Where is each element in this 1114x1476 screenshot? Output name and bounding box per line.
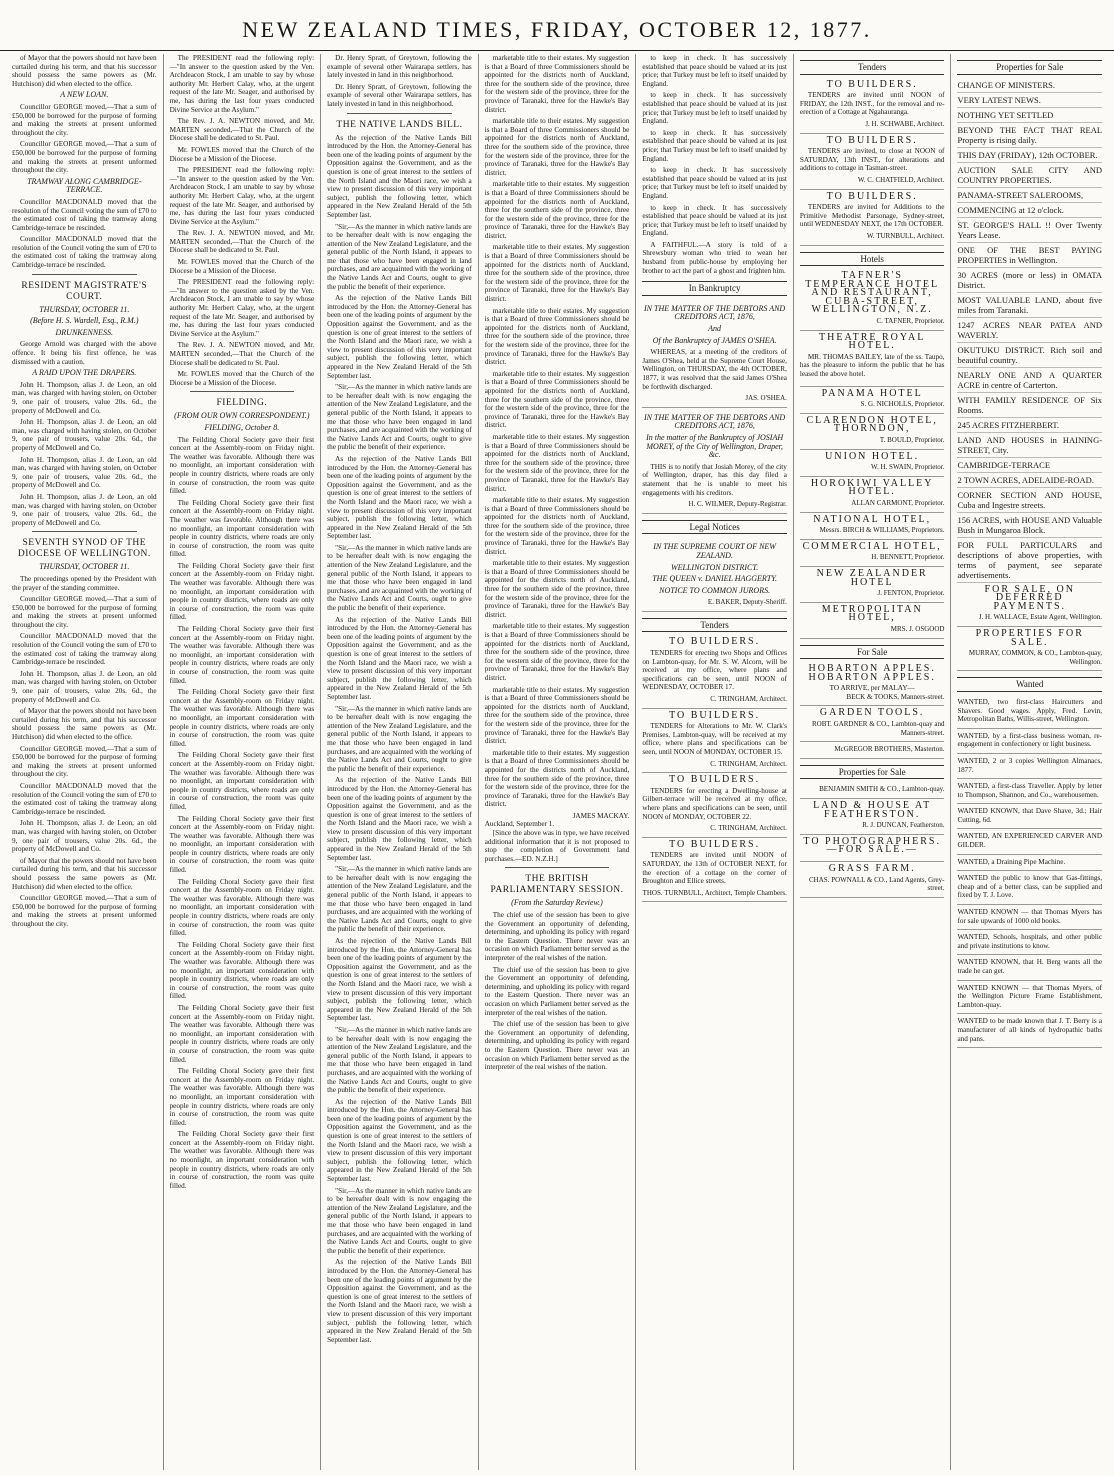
article-byline: (FROM OUR OWN CORRESPONDENT.) <box>174 411 310 421</box>
article-text: As the rejection of the Native Lands Bill introduced by the Hon. the Attorney-General has been one of the leading points of argument by the Opposition against the Government, and as the question is one of great interest to the settlers of the North Island and the Maori race, we wish a view to present discussion of this very important subject, publish the following letter, which appeared in the New Zealand Herald of the 5th September last. <box>327 133 472 219</box>
hotel-ad <box>800 513 945 540</box>
divider <box>190 391 295 392</box>
article-text: The chief use of the session has been to give the Government an opportunity of defending, determining, and upholding its policy with regard to the Eastern Question. There never was an occasion on which Parliament better served as the interpreter of the real wishes of the nation. <box>484 965 630 1017</box>
subheading: A RAID UPON THE DRAPERS. <box>32 368 137 378</box>
wanted-ad: WANTED, by a first-class business woman, re-engagement in confectionery or light business. <box>957 729 1102 754</box>
ad-text: MR. THOMAS BAILEY, late of the ss. Taupo, has the pleasure to inform the public that he has leased the above hotel. <box>799 352 945 379</box>
article-text: The Feilding Choral Society gave their first concert at the Assembly-room on Friday night. The weather was favorable. Although there was no moonlight, an important consideration with people in country districts, where roads are only in course of construction, the room was quite filled. <box>169 561 315 622</box>
ad-text: TENDERS are invited until NOON of FRIDAY, the 12th INST., for the removal and re-erection of a Cottage at Ngahauranga. <box>799 91 945 117</box>
article-text: "Sir,—As the manner in which native lands are to be hereafter dealt with is now engaging the attention of the New Zealand Legislature, and the general public of the North Island, it appears to me that those who have been engaged in land purchases, and are acquainted with the working of the Native Lands Act and Courts, ought to give the public the benefit of their experience. <box>327 1186 472 1255</box>
column-7 <box>951 54 1108 1470</box>
ad-signature: H. BENNETT, Proprietor. <box>871 553 945 562</box>
article-text: marketable title to their estates. My suggestion is that a Board of three Commissioners should be appointed for the districts north of Auckland, three for the southern side of the province, three for the western side of the province, three for the province of Taranaki, three for the Hawke's Bay district. <box>484 432 630 493</box>
article-text: The Feilding Choral Society gave their first concert at the Assembly-room on Friday night. The weather was favorable. Although there was no moonlight, an important consideration with people in country districts, where roads are only in course of construction, the room was quite filled. <box>169 1067 315 1127</box>
article-text: to keep in check. It has successively established that peace should be valued at its just price; that Turkey must be left to itself unaided by England. <box>642 128 787 163</box>
hotel-ad <box>800 540 945 567</box>
property-listing: FOR FULL PARTICULARS and descriptions of above properties, with terms of payment, see separate advertisements. <box>957 538 1102 583</box>
article-text: to keep in check. It has successively established that peace should be valued at its just price; that Turkey must be left to itself unaided by England. <box>642 91 787 126</box>
ad-signature: CHAS. POWNALL & CO., Land Agents, Grey-street. <box>809 875 945 893</box>
tender-text: TENDERS for erecting two Shops and Offices on Lambton-quay, for Mr. S. W. Alcorn, will be received at my office, where plans and specifications can be seen, until NOON of WEDNESDAY, OCTOBER 17. <box>642 649 787 692</box>
property-listing: WITH FAMILY RESIDENCE OF Six Rooms. <box>957 393 1102 418</box>
ad-heading: TO BUILDERS. <box>826 78 918 90</box>
property-list <box>957 78 1102 583</box>
property-listing: LAND AND HOUSES in HAINING-STREET, City. <box>957 433 1102 458</box>
article-text: marketable title to their estates. My suggestion is that a Board of three Commissioners should be appointed for the districts north of Auckland, three for the southern side of the province, three for the western side of the province, three for the province of Taranaki, three for the Hawke's Bay district. <box>484 559 630 619</box>
sale-ad <box>800 662 945 706</box>
article-text: marketable title to their estates. My suggestion is that a Board of three Commissioners should be appointed for the districts north of Auckland, three for the southern side of the province, three for the western side of the province, three for the province of Taranaki, three for the Hawke's Bay district. <box>484 369 630 430</box>
signature: JAMES MACKAY. <box>572 811 630 820</box>
article-text: John H. Thompson, alias J. de Leon, an old man, was charged with having stolen, on October 9, one pair of trousers, value 20s. 6d., the property of McDowell and Co. <box>12 669 157 704</box>
ad-heading: TAFNER'S TEMPERANCE HOTEL AND RESTAURANT, CUBA-STREET, WELLINGTON, N.Z. <box>805 270 940 316</box>
ad-subheading: TO ARRIVE, per MALAY— <box>829 684 915 693</box>
article-text: The Feilding Choral Society gave their first concert at the Assembly-room on Friday night. The weather was favorable. Although there was no moonlight, an important consideration with people in country districts, where roads are only in course of construction, the room was quite filled. <box>169 1003 315 1064</box>
article-title: THE NATIVE LANDS BILL. <box>336 119 463 130</box>
ad-signature: McGREGOR BROTHERS, Masterton. <box>834 745 945 754</box>
ad-signature: ALLAN CARMONT, Proprietor. <box>851 498 945 507</box>
article-text: marketable title to their estates. My suggestion is that a Board of three Commissioners should be appointed for the districts north of Auckland, three for the southern side of the province, three for the western side of the province, three for the province of Taranaki, three for the Hawke's Bay district. <box>484 748 630 809</box>
article-text: marketable title to their estates. My suggestion is that a Board of three Commissioners should be appointed for the districts north of Auckland, three for the southern side of the province, three for the western side of the province, three for the province of Taranaki, three for the Hawke's Bay district. <box>484 496 630 556</box>
ad-heading: UNION HOTEL. <box>825 450 920 462</box>
property-listing: MOST VALUABLE LAND, about five miles from Taranaki. <box>957 293 1102 318</box>
section-title-wanted: Wanted <box>957 677 1102 692</box>
article-text: The Feilding Choral Society gave their first concert at the Assembly-room on Friday night. The weather was favorable. Although there was no moonlight, an important consideration with people in country districts, where roads are only in course of construction, the room was quite filled. <box>169 877 315 938</box>
tender-ad: TO BUILDERS. TENDERS for erecting a Dwelling-house at Gilbert-terrace will be received at my office, where plans and specifications can be seen, until NOON of MONDAY, OCTOBER 22. C. TRINGHAM, Architect. <box>642 773 787 838</box>
ad-signature: BENJAMIN SMITH & CO., Lambton-quay. <box>819 785 945 794</box>
article-text: "Sir,—As the manner in which native lands are to be hereafter dealt with is now engaging the attention of the New Zealand Legislature, and the general public of the North Island, it appears to me that those who have been engaged in land purchases, and are acquainted with the working of the Native Lands Act and Courts, ought to give the public the benefit of their experience. <box>327 865 472 934</box>
notice-signature: E. BAKER, Deputy-Sheriff. <box>707 598 787 607</box>
tender-ad: TO BUILDERS. TENDERS for Alterations to Mr. W. Clark's Premises, Lambton-quay, will be received at my office, where plans and specifications can be seen, until NOON of MONDAY, OCTOBER 15. C. TRINGHAM, Architect. <box>642 709 787 774</box>
tender-ad: TO BUILDERS. TENDERS for erecting two Shops and Offices on Lambton-quay, for Mr. S. W. Alcorn, will be received at my office, where plans and specifications can be seen, until NOON of WEDNESDAY, OCTOBER 17. C. TRINGHAM, Architect. <box>642 635 787 708</box>
article-text: The Feilding Choral Society gave their first concert at the Assembly-room on Friday night. The weather was favorable. Although there was no moonlight, an important consideration with people in country districts, where roads are only in course of construction, the room was quite filled. <box>169 940 315 1001</box>
article-text: "Sir,—As the manner in which native lands are to be hereafter dealt with is now engaging the attention of the New Zealand Legislature, and the general public of the North Island, it appears to me that those who have been engaged in land purchases, and are acquainted with the working of the Native Lands Act and Courts, ought to give the public the benefit of their experience. <box>327 704 472 773</box>
masthead <box>0 10 1114 51</box>
property-listing: AUCTION SALE CITY AND COUNTRY PROPERTIES. <box>957 163 1102 188</box>
article-text: marketable title to their estates. My suggestion is that a Board of three Commissioners should be appointed for the districts north of Auckland, three for the southern side of the province, three for the western side of the province, three for the province of Taranaki, three for the Hawke's Bay district. <box>484 685 630 746</box>
sale-ad <box>957 583 1102 627</box>
article-text: The PRESIDENT read the following reply:—"In answer to the question asked by the Ven. Archdeacon Stock, I am unable to say by whose authority Mr. Herbert Calay, who, at the urgent request of the late Mr. Seager, and authorised by me, has during the last four years conducted Divine Service at the Asylum." <box>169 278 315 338</box>
property-listing: NOTHING YET SETTLED <box>957 108 1102 123</box>
article-text: to keep in check. It has successively established that peace should be valued at its just price; that Turkey must be left to itself unaided by England. <box>642 203 787 238</box>
sale-ad <box>957 627 1102 671</box>
article-date: THURSDAY, OCTOBER 11. <box>39 304 130 314</box>
column-1 <box>6 54 164 1470</box>
property-listing: ONE OF THE BEST PAYING PROPERTIES in Wellington. <box>957 243 1102 268</box>
wanted-ad: WANTED KNOWN, that Dave Shave, 3d.; Hair Cutting, 6d. <box>957 804 1102 829</box>
column-2 <box>164 54 322 1470</box>
section-title-hotels: Hotels <box>800 252 945 267</box>
notice-text: WHEREAS, at a meeting of the creditors of James O'Shea, held at the Supreme Court House, Wellington, on THURSDAY, the 4th OCTOBER, 1877, it was resolved that the said James O'Shea be forthwith discharged. <box>642 348 787 391</box>
property-listing: COMMENCING at 12 o'clock. <box>957 203 1102 218</box>
property-ad <box>800 835 945 862</box>
article-title: SEVENTH SYNOD OF THE DIOCESE OF WELLINGTON. <box>17 538 151 560</box>
subheading: TRAMWAY ALONG CAMBRIDGE-TERRACE. <box>27 176 142 195</box>
divider <box>32 274 137 275</box>
dateline: Auckland, September 1. <box>484 820 555 829</box>
hotel-ad <box>800 414 945 450</box>
property-listing: CHANGE OF MINISTERS. <box>957 78 1102 93</box>
property-listing: BEYOND THE FACT THAT REAL Property is rising daily. <box>957 123 1102 148</box>
article-text: The proceedings opened by the President with the prayer of the standing committee. <box>12 574 157 592</box>
article-text: Councillor GEORGE moved,—That a sum of £50,000 be borrowed for the purpose of forming and making the streets at present unformed throughout the city. <box>12 894 157 928</box>
property-listing: THIS DAY (FRIDAY), 12th OCTOBER. <box>957 148 1102 163</box>
property-listing: CAMBRIDGE-TERRACE <box>957 458 1102 473</box>
column-5 <box>636 54 794 1470</box>
wanted-ad: WANTED, 2 or 3 copies Wellington Almanacs, 1877. <box>957 754 1102 779</box>
ad-heading: TO BUILDERS. <box>826 134 918 146</box>
article-text: of Mayor that the powers should not have been curtailed during his term, and that his successor should possess the same powers as (Mr. Hutchison) did when elected to the office. <box>12 54 157 88</box>
wanted-ad: WANTED, AN EXPERIENCED CARVER AND GILDER. <box>957 829 1102 854</box>
article-text: The Rev. J. A. NEWTON moved, and Mr. MARTEN seconded,—That the Church of the Diocese shall be dedicated to St. Paul. <box>169 341 315 367</box>
article-text: The Rev. J. A. NEWTON moved, and Mr. MARTEN seconded,—That the Church of the Diocese shall be dedicated to St. Paul. <box>169 117 315 143</box>
article-text: Councillor MACDONALD moved that the resolution of the Council voting the sum of £70 to the estimated cost of taking the tramway along Cambridge-terrace be rescinded. <box>12 781 157 816</box>
sale-ad <box>800 706 945 742</box>
ad-heading: THEATRE ROYAL HOTEL. <box>819 331 926 352</box>
hotel-ad <box>800 331 945 387</box>
column-6 <box>794 54 952 1470</box>
sale-ad <box>800 742 945 759</box>
article-text: "Sir,—As the manner in which native lands are to be hereafter dealt with is now engaging the attention of the New Zealand Legislature, and the general public of the North Island, it appears to me that those who have been engaged in land purchases, and are acquainted with the working of the Native Lands Act and Courts, ought to give the public the benefit of their experience. <box>327 1025 472 1095</box>
section-title-tenders: Tenders <box>800 60 945 75</box>
hotel-ad <box>800 567 945 603</box>
article-byline: (From the Saturday Review.) <box>511 898 603 908</box>
wanted-ad: WANTED to be made known that J. T. Berry is a manufacturer of all kinds of hydropathic baths and pans. <box>957 1014 1102 1048</box>
property-listing: 30 ACRES (more or less) in OMATA District. <box>957 268 1102 293</box>
article-text: Dr. Henry Spratt, of Greytown, following the example of several other Wairarapa settlers, has lately invested in land in this neighborhood. <box>327 54 472 80</box>
property-listing: PANAMA-STREET SALEROOMS, <box>957 188 1102 203</box>
ad-text: TENDERS are invited for Additions to the Primitive Methodist Parsonage, Sydney-street, until WEDNESDAY NEXT, the 17th OCTOBER. <box>799 203 945 229</box>
ad-signature: J. H. SCHWABE, Architect. <box>865 119 945 128</box>
article-text: Councillor GEORGE moved,—That a sum of £50,000 be borrowed for the purpose of forming and making the streets at present unformed throughout the city. <box>12 595 157 629</box>
article-text: Dr. Henry Spratt, of Greytown, following the example of several other Wairarapa settlers, has lately invested in land in this neighborhood. <box>327 82 472 108</box>
hotel-ad <box>800 603 945 639</box>
article-text: The Feilding Choral Society gave their first concert at the Assembly-room on Friday night. The weather was favorable. Although there was no moonlight, an important consideration with people in country districts, where roads are only in course of construction, the room was quite filled. <box>169 814 315 875</box>
ad-heading: COMMERCIAL HOTEL, <box>802 540 942 552</box>
section-title-for-sale: For Sale <box>800 645 945 660</box>
ad-signature: MURRAY, COMMON, & CO., Lambton-quay, Wellington. <box>968 649 1103 666</box>
ad-signature: W. C. CHATFIELD, Architect. <box>857 175 945 184</box>
section-title-properties: Properties for Sale <box>957 60 1102 75</box>
article-text: The Feilding Choral Society gave their first concert at the Assembly-room on Friday night. The weather was favorable. Although there was no moonlight, an important consideration with people in country districts, where roads are only in course of construction, the room was quite filled. <box>169 751 315 811</box>
ad-heading: METROPOLITAN HOTEL, <box>821 603 923 624</box>
article-date: THURSDAY, OCTOBER 11. <box>39 562 130 572</box>
article-text: marketable title to their estates. My suggestion is that a Board of three Commissioners should be appointed for the districts north of Auckland, three for the southern side of the province, three for the western side of the province, three for the province of Taranaki, three for the Hawke's Bay district. <box>484 54 630 114</box>
tender-ad: TO BUILDERS. TENDERS are invited until NOON of SATURDAY, the 13th of OCTOBER NEXT, for the erection of a cottage on the corner of Broughton and Ellice streets. THOS. TURNBULL, Architect, Temple Chambers. <box>642 838 787 903</box>
masthead-title: NEW ZEALAND TIMES, FRIDAY, OCTOBER 12, 1877. <box>242 17 872 42</box>
article-text: The chief use of the session has been to give the Government an opportunity of defending, determining, and upholding its policy with regard to the Eastern Question. There never was an occasion on which Parliament better served as the interpreter of the real wishes of the nation. <box>484 1020 630 1072</box>
article-text: Mr. FOWLES moved that the Church of the Diocese be a Mission of the Diocese. <box>169 370 315 387</box>
article-title: RESIDENT MAGISTRATE'S COURT. <box>21 280 148 302</box>
article-text: Mr. FOWLES moved that the Church of the Diocese be a Mission of the Diocese. <box>169 145 315 163</box>
property-listing: VERY LATEST NEWS. <box>957 93 1102 108</box>
wanted-list <box>957 695 1102 1048</box>
article-text: John H. Thompson, alias J. de Leon, an old man, was charged with having stolen, on October 9, one pair of trousers, value 20s. 6d., the property of McDowell and Co. <box>12 819 157 854</box>
article-title: THE BRITISH PARLIAMENTARY SESSION. <box>490 874 624 896</box>
tender-signature: C. TRINGHAM, Architect. <box>710 695 787 704</box>
article-text: of Mayor that the powers should not have been curtailed during his term, and that his successor should possess the same powers as (Mr. Hutchison) did when elected to the office. <box>12 856 157 891</box>
article-text: marketable title to their estates. My suggestion is that a Board of three Commissioners should be appointed for the districts north of Auckland, three for the southern side of the province, three for the western side of the province, three for the province of Taranaki, three for the Hawke's Bay district. <box>484 306 630 367</box>
tender-text: TENDERS are invited until NOON of SATURDAY, the 13th of OCTOBER NEXT, for the erection of a cottage on the corner of Broughton and Ellice streets. <box>642 851 787 886</box>
ad-heading: PANAMA HOTEL <box>821 387 923 399</box>
article-text: "Sir,—As the manner in which native lands are to be hereafter dealt with is now engaging the attention of the New Zealand Legislature, and the general public of the North Island, it appears to me that those who have been engaged in land purchases, and are acquainted with the working of the Native Lands Act and Courts, ought to give the public the benefit of their experience. <box>327 543 472 613</box>
ad-signature: J. H. WALLACE, Estate Agent, Wellington. <box>978 613 1103 622</box>
article-text: Councillor GEORGE moved,—That a sum of £50,000 be borrowed for the purpose of forming and making the streets at present unformed throughout the city. <box>12 140 157 175</box>
notice-case: THE QUEEN v. DANIEL HAGGERTY. <box>652 574 777 584</box>
wanted-ad: WANTED the public to know that Gas-fittings, cheap and of a better class, can be supplied and fixed by T. J. Love. <box>957 871 1102 905</box>
notice-heading: IN THE SUPREME COURT OF NEW ZEALAND. <box>653 542 776 560</box>
wanted-ad: WANTED, a first-class Traveller. Apply by letter to Thompson, Shannon, and Co., warehousemen. <box>957 779 1102 804</box>
hotel-ad <box>800 450 945 477</box>
article-text: George Arnold was charged with the above offence. It being his first offence, he was dismissed with a caution. <box>12 340 157 366</box>
divider <box>505 867 610 868</box>
article-text: As the rejection of the Native Lands Bill introduced by the Hon. the Attorney-General has been one of the leading points of argument by the Opposition against the Government, and as the question is one of great interest to the settlers of the North Island and the Maori race, we wish a view to present discussion of this very important subject, publish the following letter, which appeared in the New Zealand Herald of the 5th September last. <box>327 776 472 862</box>
article-text: marketable title to their estates. My suggestion is that a Board of three Commissioners should be appointed for the districts north of Auckland, three for the southern side of the province, three for the western side of the province, three for the province of Taranaki, three for the Hawke's Bay district. <box>484 243 630 304</box>
property-listing: 1247 ACRES NEAR PATEA AND WAVERLY. <box>957 318 1102 343</box>
article-byline: (Before H. S. Wardell, Esq., R.M.) <box>30 316 139 326</box>
article-text: Councillor MACDONALD moved that the resolution of the Council voting the sum of £70 to the estimated cost of taking the tramway along Cambridge-terrace be rescinded. <box>12 632 157 667</box>
tender-signature: C. TRINGHAM, Architect. <box>710 759 787 768</box>
notice-and: And <box>708 324 722 334</box>
article-text: John H. Thompson, alias J. de Leon, an old man, was charged with having stolen, on October 9, one pair of trousers, value 20s. 6d., the property of McDowell and Co. <box>12 380 157 415</box>
article-text: As the rejection of the Native Lands Bill introduced by the Hon. the Attorney-General has been one of the leading points of argument by the Opposition against the Government, and as the question is one of great interest to the settlers of the North Island and the Maori race, we wish a view to present discussion of this very important subject, publish the following letter, which appeared in the New Zealand Herald of the 5th September last. <box>327 937 472 1023</box>
article-text: of Mayor that the powers should not have been curtailed during his term, and that his successor should possess the same powers as (Mr. Hutchison) did when elected to the office. <box>12 707 157 741</box>
ad-signature: S. G. NICHOLLS, Proprietor. <box>860 400 945 409</box>
ad-heading: NATIONAL HOTEL, <box>813 513 932 525</box>
section-title-tenders: Tenders <box>642 618 787 633</box>
notice-heading: IN THE MATTER OF THE DEBTORS AND CREDITORS ACT, 1876, <box>644 412 786 431</box>
property-listing: 156 ACRES, with HOUSE AND Valuable Bush in Mungaroa Block. <box>957 513 1102 538</box>
article-text: "Sir,—As the manner in which native lands are to be hereafter dealt with is now engaging the attention of the New Zealand Legislature, and the general public of the North Island, it appears to me that those who have been engaged in land purchases, and are acquainted with the working of the Native Lands Act and Courts, ought to give the public the benefit of their experience. <box>327 383 472 452</box>
article-text: Councillor MACDONALD moved that the resolution of the Council voting the sum of £70 to the estimated cost of taking the tramway along Cambridge-terrace be rescinded. <box>12 235 157 270</box>
article-text: The Feilding Choral Society gave their first concert at the Assembly-room on Friday night. The weather was favorable. Although there was no moonlight, an important consideration with people in country districts, where roads are only in course of construction, the room was quite filled. <box>169 688 315 748</box>
ad-signature: BECK & TOOKS, Manners-street. <box>846 692 945 701</box>
section-title-properties: Properties for Sale <box>800 765 945 780</box>
ad-heading: PROPERTIES FOR SALE. <box>975 627 1084 648</box>
subheading: A NEW LOAN. <box>60 90 109 100</box>
article-text: John H. Thompson, alias J. de Leon, an old man, was charged with having stolen, on October 9, one pair of trousers, value 20s. 6d., the property of McDowell and Co. <box>12 455 157 490</box>
tender-signature: C. TRINGHAM, Architect. <box>710 824 787 833</box>
notice-signature: H. C. WILMER, Deputy-Registrar. <box>688 500 787 509</box>
ad-signature: W. TURNBULL, Architect. <box>866 231 945 240</box>
divider <box>347 113 452 114</box>
article-text: As the rejection of the Native Lands Bill introduced by the Hon. the Attorney-General has been one of the leading points of argument by the Opposition against the Government, and as the question is one of great interest to the settlers of the North Island and the Maori race, we wish a view to present discussion of this very important subject, publish the following letter, which appeared in the New Zealand Herald of the 5th September last. <box>327 454 472 541</box>
legal-notice <box>642 537 787 612</box>
property-ad <box>800 782 945 799</box>
tender-ad <box>800 78 945 134</box>
property-listing: OKUTUKU DISTRICT. Rich soil and beautiful country. <box>957 343 1102 368</box>
article-text: John H. Thompson, alias J. de Leon, an old man, was charged with having stolen, on October 9, one pair of trousers, value 20s. 6d., the property of McDowell and Co. <box>12 418 157 452</box>
ad-heading: FOR SALE, ON DEFERRED PAYMENTS. <box>984 583 1075 612</box>
property-listing: CORNER SECTION AND HOUSE, Cuba and Ingestre streets. <box>957 488 1102 513</box>
wanted-ad: WANTED, Schools, hospitals, and other public and private institutions to know. <box>957 930 1102 955</box>
ad-heading: NEW ZEALANDER HOTEL <box>816 567 928 588</box>
article-text: As the rejection of the Native Lands Bill introduced by the Hon. the Attorney-General has been one of the leading points of argument by the Opposition against the Government, and as the question is one of great interest to the settlers of the North Island and the Maori race, we wish a view to present discussion of this very important subject, publish the following letter, which appeared in the New Zealand Herald of the 5th September last. <box>327 294 472 380</box>
notice-name: In the matter of the Bankruptcy of JOSIAH MOREY, of the City of Wellington, Draper, &c. <box>646 432 784 460</box>
article-text: As the rejection of the Native Lands Bill introduced by the Hon. the Attorney-General has been one of the leading points of argument by the Opposition against the Government, and as the question is one of great interest to the settlers of the North Island and the Maori race, we wish a view to present discussion of this very important subject, publish the following letter, which appeared in the New Zealand Herald of the 5th September last. <box>327 615 472 701</box>
article-title: FIELDING. <box>216 398 268 409</box>
article-text: The PRESIDENT read the following reply:—"In answer to the question asked by the Ven. Archdeacon Stock, I am unable to say by whose authority Mr. Herbert Calay, who, at the urgent request of the late Mr. Seager, and authorised by me, has during the last four years conducted Divine Service at the Asylum." <box>169 54 315 114</box>
article-text: John H. Thompson, alias J. de Leon, an old man, was charged with having stolen, on October 9, one pair of trousers, value 20s. 6d., the property of McDowell and Co. <box>12 492 157 527</box>
notice-heading: IN THE MATTER OF THE DEBTORS AND CREDITORS ACT, 1876, <box>644 303 786 322</box>
tender-signature: THOS. TURNBULL, Architect, Temple Chambers. <box>642 888 787 897</box>
ad-signature: R. J. DUNCAN, Featherston. <box>862 821 945 830</box>
section-title-legal: Legal Notices <box>642 520 787 535</box>
article-text: to keep in check. It has successively established that peace should be valued at its just price; that Turkey must be left to itself unaided by England. <box>642 166 787 200</box>
ad-heading: LAND & HOUSE AT FEATHERSTON. <box>813 800 932 820</box>
property-listing: 2 TOWN ACRES, ADELAIDE-ROAD. <box>957 473 1102 488</box>
subheading: DRUNKENNESS. <box>55 327 114 337</box>
ad-text: TENDERS are invited, to close at NOON of SATURDAY, 13th INST., for alterations and additions to cottage in Tasman-street. <box>799 147 945 173</box>
article-text: Councillor MACDONALD moved that the resolution of the Council voting the sum of £70 to the estimated cost of taking the tramway along Cambridge-terrace be rescinded. <box>12 197 157 232</box>
hotel-ad <box>800 477 945 513</box>
article-text: A FAITHFUL.—A story is told of a Shrewsbury woman who tried to wean her husband from public-house by employing her brother to act the part of a ghost and frighten him. <box>642 240 787 275</box>
article-text: The Feilding Choral Society gave their first concert at the Assembly-room on Friday night. The weather was favorable. Although there was no moonlight, an important consideration with people in country districts, where roads are only in course of construction, the room was quite filled. <box>169 498 315 559</box>
article-text: Councillor GEORGE moved,—That a sum of £50,000 be borrowed for the purpose of forming and making the streets at present unformed throughout the city. <box>12 102 157 137</box>
article-text: marketable title to their estates. My suggestion is that a Board of three Commissioners should be appointed for the districts north of Auckland, three for the southern side of the province, three for the western side of the province, three for the province of Taranaki, three for the Hawke's Bay district. <box>484 117 630 177</box>
property-ad <box>800 862 945 898</box>
columns <box>6 54 1108 1470</box>
bankruptcy-notice <box>642 408 787 514</box>
wanted-ad: WANTED, a Draining Pipe Machine. <box>957 855 1102 872</box>
column-3 <box>321 54 479 1470</box>
notice-district: WELLINGTON DISTRICT. <box>670 562 759 572</box>
ad-signature: MRS. J. OSGOOD <box>890 624 945 633</box>
notice-name: Of the Bankruptcy of JAMES O'SHEA. <box>652 335 777 345</box>
article-text: "Sir,—As the manner in which native lands are to be hereafter dealt with is now engaging the attention of the New Zealand Legislature, and the general public of the North Island, it appears to me that those who have been engaged in land purchases, and are acquainted with the working of the Native Lands Act and Courts, ought to give the public the benefit of their experience. <box>327 222 472 291</box>
article-text: As the rejection of the Native Lands Bill introduced by the Hon. the Attorney-General has been one of the leading points of argument by the Opposition against the Government, and as the question is one of great interest to the settlers of the North Island and the Maori race, we wish a view to present discussion of this very important subject, publish the following letter, which appeared in the New Zealand Herald of the 5th September last. <box>327 1258 472 1344</box>
ad-signature: T. BOULD, Proprietor. <box>879 436 945 444</box>
hotel-ad <box>800 269 945 331</box>
property-listing: NEARLY ONE AND A QUARTER ACRE in centre of Carterton. <box>957 368 1102 393</box>
article-text: Councillor GEORGE moved,—That a sum of £50,000 be borrowed for the purpose of forming and making the streets at present unformed throughout the city. <box>12 744 157 779</box>
article-text: marketable title to their estates. My suggestion is that a Board of three Commissioners should be appointed for the districts north of Auckland, three for the southern side of the province, three for the western side of the province, three for the province of Taranaki, three for the Hawke's Bay district. <box>484 180 630 240</box>
column-4 <box>479 54 637 1470</box>
ad-heading: HOBARTON APPLES. HOBARTON APPLES. <box>808 663 936 683</box>
hotel-ad <box>800 387 945 414</box>
article-text: The PRESIDENT read the following reply:—"In answer to the question asked by the Ven. Archdeacon Stock, I am unable to say by whose authority Mr. Herbert Calay, who, at the urgent request of the late Mr. Seager, and authorised by me, has during the last four years conducted Divine Service at the Asylum." <box>169 166 315 226</box>
ad-heading: GRASS FARM. <box>828 863 916 874</box>
article-text: Mr. FOWLES moved that the Church of the Diocese be a Mission of the Diocese. <box>169 258 315 275</box>
wanted-ad: WANTED KNOWN — that Thomas Myers, of the Wellington Picture Frame Establishment, Lambton-quay. <box>957 981 1102 1015</box>
bankruptcy-notice <box>642 299 787 408</box>
article-text: The Feilding Choral Society gave their first concert at the Assembly-room on Friday night. The weather was favorable. Although there was no moonlight, an important consideration with people in country districts, where roads are only in course of construction, the room was quite filled. <box>169 435 315 496</box>
wanted-ad: WANTED, two first-class Haircutters and Shavers. Good wages. Apply, Fred. Levin, Metropolitan Baths, Willis-street, Wellington. <box>957 695 1102 729</box>
section-title-bankruptcy: In Bankruptcy <box>642 281 787 296</box>
article-date: FIELDING, October 8. <box>204 422 280 432</box>
divider <box>32 531 137 532</box>
notice-text: THIS is to notify that Josiah Morey, of the city of Wellington, draper, has this day filed a statement that he is unable to meet his engagements with his creditors. <box>642 462 787 497</box>
article-text: The Feilding Choral Society gave their first concert at the Assembly-room on Friday night. The weather was favorable. Although there was no moonlight, an important consideration with people in country districts, where roads are only in course of construction, the room was quite filled. <box>169 1130 315 1190</box>
ad-signature: W. H. SWAIN, Proprietor. <box>871 463 945 472</box>
article-text: As the rejection of the Native Lands Bill introduced by the Hon. the Attorney-General has been one of the leading points of argument by the Opposition against the Government, and as the question is one of great interest to the settlers of the North Island and the Maori race, we wish a view to present discussion of this very important subject, publish the following letter, which appeared in the New Zealand Herald of the 5th September last. <box>327 1097 472 1184</box>
article-text: marketable title to their estates. My suggestion is that a Board of three Commissioners should be appointed for the districts north of Auckland, three for the southern side of the province, three for the western side of the province, three for the province of Taranaki, three for the Hawke's Bay district. <box>484 622 630 682</box>
tender-text: TENDERS for Alterations to Mr. W. Clark's Premises, Lambton-quay, will be received at my office, where plans and specifications can be seen, until NOON of MONDAY, OCTOBER 15. <box>642 722 787 756</box>
tender-ad <box>800 134 945 190</box>
article-text: to keep in check. It has successively established that peace should be valued at its just price; that Turkey must be left to itself unaided by England. <box>642 54 787 88</box>
ad-signature: ROBT. GARDNER & CO., Lambton-quay and Manners-street. <box>811 720 945 737</box>
notice-title: NOTICE TO COMMON JURORS. <box>659 585 771 595</box>
editor-note: [Since the above was in type, we have received additional information that it is not proposed to stop the completion of Government land purchases.—ED. N.Z.H.] <box>484 829 630 863</box>
notice-signature: JAS. O'SHEA. <box>745 394 787 403</box>
tender-ad <box>800 190 945 246</box>
property-ad <box>800 799 945 835</box>
ad-signature: Messrs. BIRCH & WILLIAMS, Proprietors. <box>819 526 945 535</box>
wanted-ad: WANTED KNOWN, that H. Berg wants all the trade he can get. <box>957 955 1102 980</box>
wanted-ad: WANTED KNOWN — that Thomas Myers has for sale upwards of 1000 old books. <box>957 905 1102 930</box>
ad-heading: GARDEN TOOLS. <box>819 707 925 719</box>
ad-heading: TO PHOTOGRAPHERS.—FOR SALE.— <box>803 835 941 856</box>
ad-heading: HOROKIWI VALLEY HOTEL. <box>810 477 934 498</box>
article-text: The Rev. J. A. NEWTON moved, and Mr. MARTEN seconded,—That the Church of the Diocese shall be dedicated to St. Paul. <box>169 229 315 255</box>
ad-heading: TO BUILDERS. <box>826 190 918 202</box>
article-text: The Feilding Choral Society gave their first concert at the Assembly-room on Friday night. The weather was favorable. Although there was no moonlight, an important consideration with people in country districts, where roads are only in course of construction, the room was quite filled. <box>169 625 315 685</box>
tender-text: TENDERS for erecting a Dwelling-house at Gilbert-terrace will be received at my office, where plans and specifications can be seen, until NOON of MONDAY, OCTOBER 22. <box>642 786 787 821</box>
ad-heading: CLARENDON HOTEL, THORNDON, <box>806 414 938 435</box>
ad-signature: C. TAFNER, Proprietor. <box>876 317 945 326</box>
property-listing: 245 ACRES FITZHERBERT. <box>957 418 1102 433</box>
property-listing: ST. GEORGE'S HALL !! Over Twenty Years Lease. <box>957 218 1102 243</box>
article-text: The chief use of the session has been to give the Government an opportunity of defending, determining, and upholding its policy with regard to the Eastern Question. There never was an occasion on which Parliament better served as the interpreter of the real wishes of the nation. <box>484 911 630 962</box>
ad-signature: J. FENTON, Proprietor. <box>877 589 945 598</box>
